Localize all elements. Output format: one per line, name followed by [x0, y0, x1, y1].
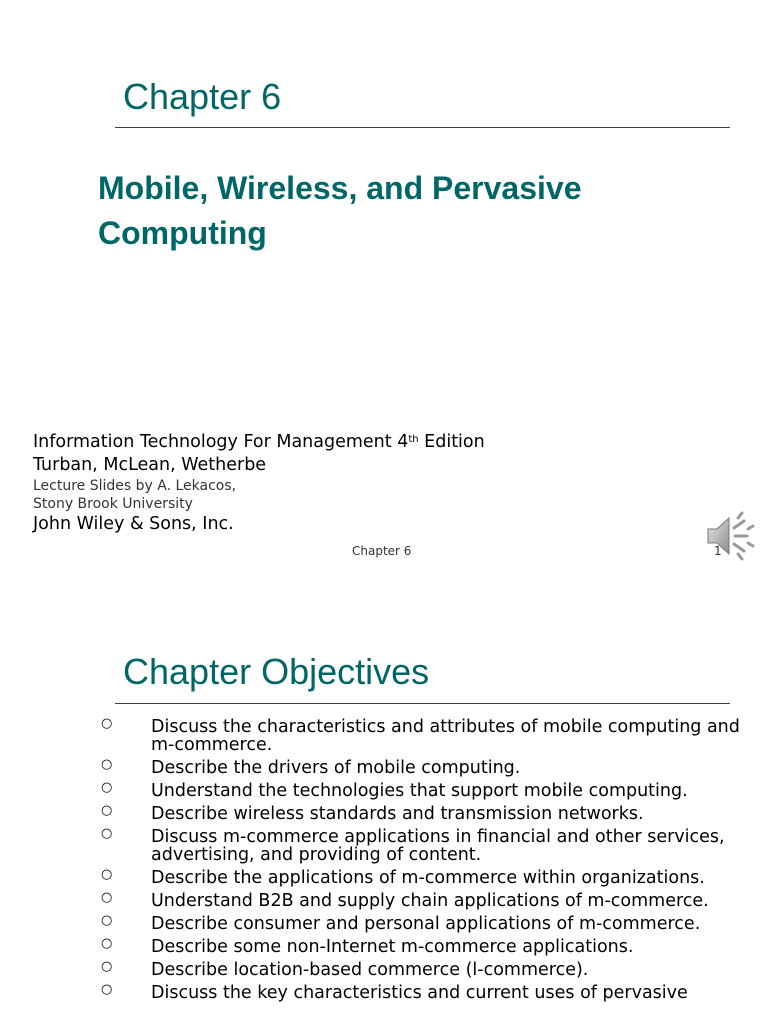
list-item [101, 805, 766, 823]
book-info [33, 428, 485, 536]
bullet-icon: ○ [101, 936, 113, 951]
list-item [101, 759, 766, 777]
lecture-credit: Lecture Slides by A. Lekacos, [33, 478, 237, 494]
title-divider [115, 127, 730, 128]
bullet-icon: ○ [101, 780, 113, 795]
objective-text: Describe consumer and personal applications of m-commerce. [151, 914, 701, 934]
list-item [101, 961, 766, 979]
objectives-list [101, 718, 766, 1007]
list-item [101, 938, 766, 956]
speaker-icon[interactable] [704, 510, 756, 562]
list-item [101, 782, 766, 800]
bullet-icon: ○ [101, 959, 113, 974]
bullet-icon: ○ [101, 716, 113, 731]
objective-text: Discuss m-commerce applications in financial and other services, advertising, and providing of content. [151, 827, 725, 865]
list-item [101, 869, 766, 887]
bullet-icon: ○ [101, 913, 113, 928]
objective-text: Describe some non-Internet m-commerce applications. [151, 937, 634, 957]
list-item [101, 828, 766, 864]
objectives-title: Chapter Objectives [123, 651, 430, 692]
authors: Turban, McLean, Wetherbe [33, 455, 267, 475]
objective-text: Describe location-based commerce (l-commerce). [151, 960, 589, 980]
book-title-ordinal: th [408, 434, 419, 445]
list-item [101, 984, 766, 1002]
list-item [101, 915, 766, 933]
objectives-divider [115, 703, 730, 704]
bullet-icon: ○ [101, 890, 113, 905]
objective-text: Understand the technologies that support mobile computing. [151, 781, 688, 801]
bullet-icon: ○ [101, 867, 113, 882]
university: Stony Brook University [33, 496, 193, 512]
objective-text: Discuss the key characteristics and current uses of pervasive [151, 983, 688, 1003]
book-title-main: Information Technology For Management 4 [33, 432, 409, 452]
page-number: 1 [714, 544, 722, 558]
objective-text: Discuss the characteristics and attributes of mobile computing and m-commerce. [151, 717, 740, 755]
slide-subtitle: Mobile, Wireless, and Pervasive Computing [98, 170, 582, 251]
objective-text: Describe the applications of m-commerce within organizations. [151, 868, 705, 888]
list-item [101, 892, 766, 910]
book-title [33, 428, 485, 454]
list-item [101, 718, 766, 754]
objective-text: Describe the drivers of mobile computing. [151, 758, 521, 778]
book-title-edition: Edition [418, 432, 485, 452]
bullet-icon: ○ [101, 982, 113, 997]
slide-title: Chapter 6 [123, 76, 282, 117]
objective-text: Understand B2B and supply chain applications of m-commerce. [151, 891, 709, 911]
objective-text: Describe wireless standards and transmission networks. [151, 804, 644, 824]
bullet-icon: ○ [101, 826, 113, 841]
bullet-icon: ○ [101, 757, 113, 772]
publisher: John Wiley & Sons, Inc. [33, 514, 234, 534]
bullet-icon: ○ [101, 803, 113, 818]
footer-chapter: Chapter 6 [352, 544, 412, 558]
objectives-slide [0, 576, 768, 1024]
